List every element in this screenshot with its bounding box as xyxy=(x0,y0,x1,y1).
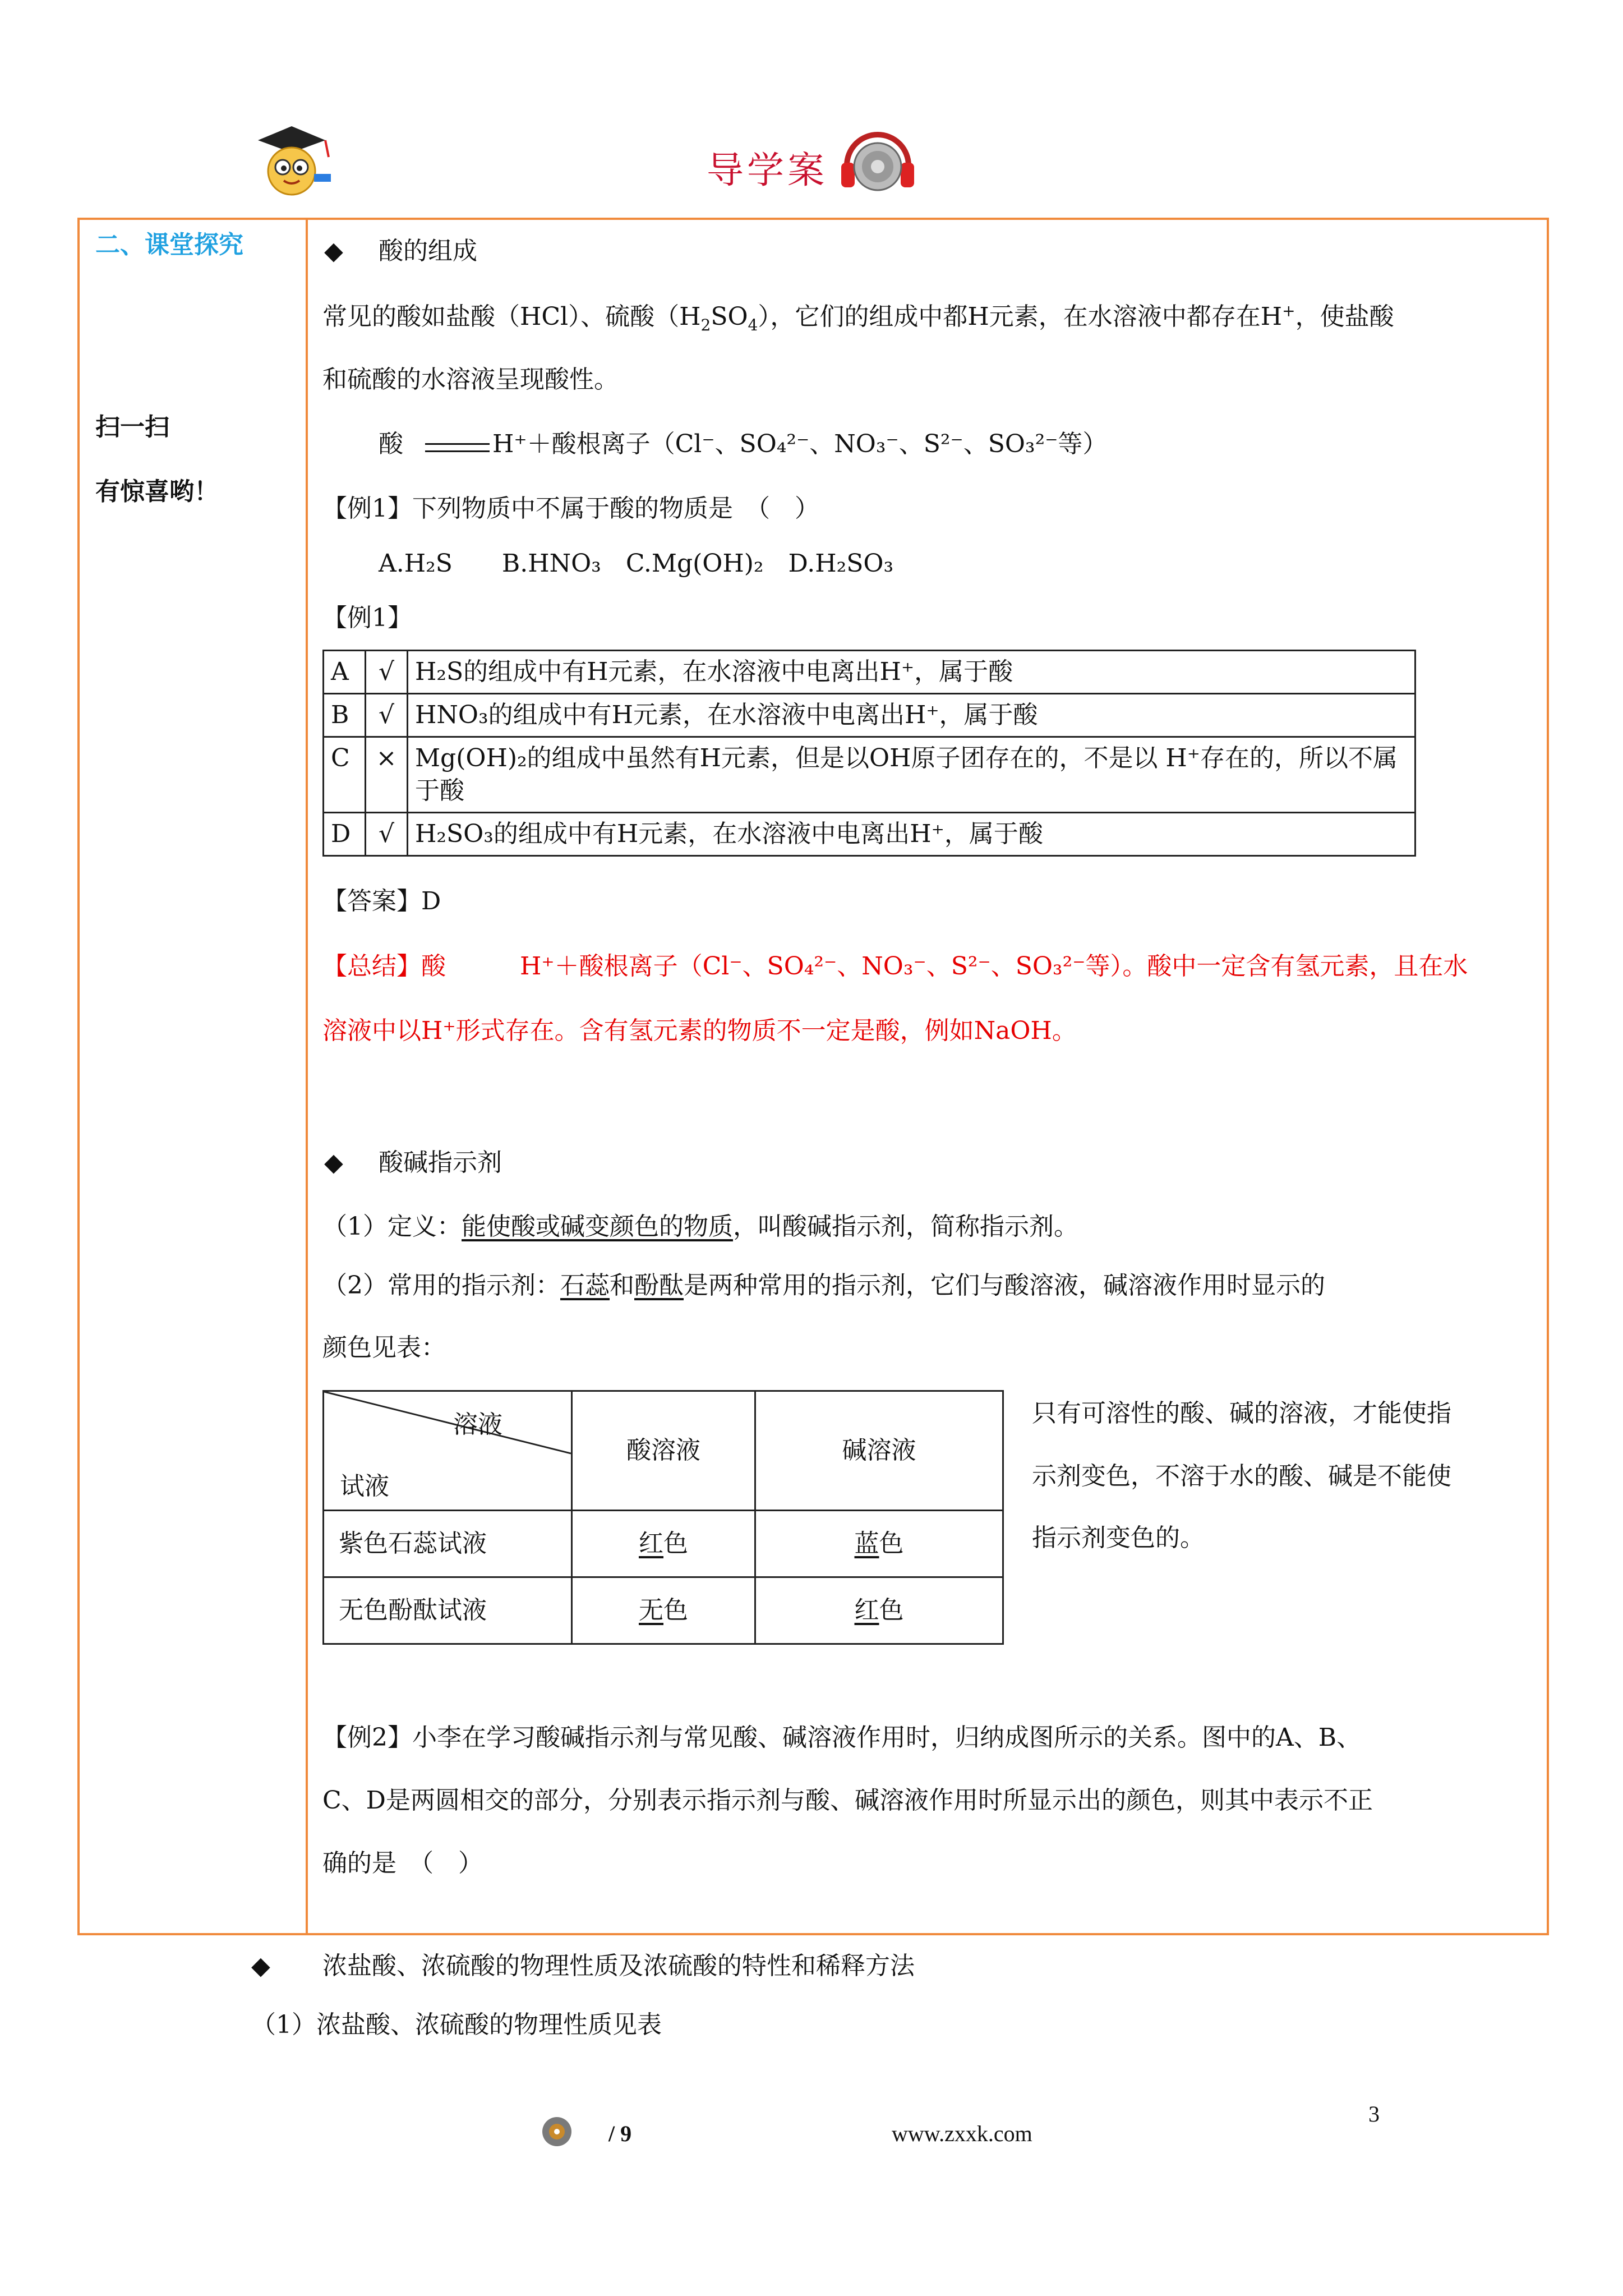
page-number: 3 xyxy=(1368,2101,1380,2127)
summary-line: 【总结】酸 H⁺＋酸根离子（Cl⁻、SO₄²⁻、NO₃⁻、S²⁻、SO₃²⁻等）。酸中一定含有氢元素，且在水 xyxy=(322,952,1468,981)
table-row xyxy=(324,694,1415,737)
row-key: D xyxy=(324,813,366,856)
section-heading: 酸碱指示剂 xyxy=(379,1148,502,1177)
diamond-bullet: ◆ xyxy=(324,237,343,265)
row-mark: √ xyxy=(366,813,408,856)
cell: 红色 xyxy=(755,1577,1003,1644)
paragraph-line: 颜色见表： xyxy=(322,1333,446,1362)
row-key: B xyxy=(324,694,366,737)
footer-site: www.zxxk.com xyxy=(892,2121,1032,2146)
example-options: A.H₂S B.HNO₃ C.Mg(OH)₂ D.H₂SO₃ xyxy=(379,549,894,578)
footer-disc-icon xyxy=(541,2116,573,2147)
example-question: 【例2】小李在学习酸碱指示剂与常见酸、碱溶液作用时，归纳成图所示的关系。图中的A、B、 xyxy=(322,1723,1362,1752)
row-label: 紫色石蕊试液 xyxy=(324,1511,572,1577)
scan-label: 扫一扫 xyxy=(95,413,169,441)
definition-line: （1）定义：能使酸或碱变颜色的物质，叫酸碱指示剂，简称指示剂。 xyxy=(322,1212,1078,1241)
example-question: C、D是两圆相交的部分，分别表示指示剂与酸、碱溶液作用时所显示出的颜色，则其中表示不正 xyxy=(322,1786,1373,1815)
table-row xyxy=(324,1511,1003,1577)
section-heading: 浓盐酸、浓硫酸的物理性质及浓硫酸的特性和稀释方法 xyxy=(322,1952,915,1980)
paragraph-line: 和硫酸的水溶液呈现酸性。 xyxy=(322,365,619,394)
equals-sign xyxy=(425,443,490,452)
diagonal-header: 溶液 试液 xyxy=(324,1391,572,1511)
equation-rhs: H⁺＋酸根离子（Cl⁻、SO₄²⁻、NO₃⁻、S²⁻、SO₃²⁻等） xyxy=(492,430,1108,458)
paragraph-line: 常见的酸如盐酸（HCl）、硫酸$(H_2SO_4)$，它们的组成中都H元素，在水溶液中都存在H+，使盐酸 xyxy=(322,301,1394,334)
header-title: 导学案 xyxy=(707,149,828,192)
cell: 无色 xyxy=(572,1577,755,1644)
row-mark: √ xyxy=(366,651,408,694)
row-mark: × xyxy=(366,737,408,813)
row-text: HNO₃的组成中有H元素，在水溶液中电离出H⁺，属于酸 xyxy=(408,694,1415,737)
mascot-logo xyxy=(247,118,336,208)
summary-line: 溶液中以H⁺形式存在。含有氢元素的物质不一定是酸，例如NaOH。 xyxy=(322,1016,1077,1045)
blank-answer: 酚酞 xyxy=(634,1271,684,1300)
blank-answer: 能使酸或碱变颜色的物质 xyxy=(462,1212,733,1241)
common-indicators-line: （2）常用的指示剂：石蕊和酚酞是两种常用的指示剂，它们与酸溶液，碱溶液作用时显示的 xyxy=(322,1271,1325,1300)
table-row xyxy=(324,737,1415,813)
music-logo xyxy=(836,121,920,205)
table-row xyxy=(324,1577,1003,1644)
answer-line: 【答案】D xyxy=(322,887,441,915)
paragraph-line: （1）浓盐酸、浓硫酸的物理性质见表 xyxy=(251,2010,662,2039)
example-table xyxy=(322,650,1416,857)
table-row xyxy=(324,651,1415,694)
table-row xyxy=(324,813,1415,856)
column-header: 碱溶液 xyxy=(755,1391,1003,1511)
surprise-label: 有惊喜哟！ xyxy=(95,477,219,506)
row-text: H₂SO₃的组成中有H元素，在水溶液中电离出H⁺，属于酸 xyxy=(408,813,1415,856)
blank-answer: 石蕊 xyxy=(560,1271,610,1300)
row-key: C xyxy=(324,737,366,813)
row-text: Mg(OH)₂的组成中虽然有H元素，但是以OH原子团存在的，不是以 H⁺存在的，所以不属于酸 xyxy=(408,737,1415,813)
row-key: A xyxy=(324,651,366,694)
table-row xyxy=(324,1391,1003,1511)
side-note: 示剂变色，不溶于水的酸、碱是不能使 xyxy=(1032,1462,1451,1490)
section-heading: 酸的组成 xyxy=(379,237,477,265)
side-note: 指示剂变色的。 xyxy=(1032,1524,1205,1552)
page-total: / 9 xyxy=(608,2121,632,2146)
diamond-bullet: ◆ xyxy=(324,1148,343,1177)
row-label: 无色酚酞试液 xyxy=(324,1577,572,1644)
row-text: H₂S的组成中有H元素，在水溶液中电离出H⁺，属于酸 xyxy=(408,651,1415,694)
example-question: 确的是 （ ） xyxy=(322,1849,483,1878)
content-frame xyxy=(77,218,1549,1935)
example-question: 【例1】下列物质中不属于酸的物质是 （ ） xyxy=(322,494,819,523)
row-mark: √ xyxy=(366,694,408,737)
cell: 红色 xyxy=(572,1511,755,1577)
example-label: 【例1】 xyxy=(322,604,412,632)
side-note: 只有可溶性的酸、碱的溶液，才能使指 xyxy=(1032,1399,1451,1428)
diamond-bullet: ◆ xyxy=(251,1952,270,1980)
section-label: 二、课堂探究 xyxy=(95,231,243,259)
equation-lhs: 酸 xyxy=(379,430,403,458)
indicator-table xyxy=(322,1390,1004,1645)
cell: 蓝色 xyxy=(755,1511,1003,1577)
column-header: 酸溶液 xyxy=(572,1391,755,1511)
frame-divider xyxy=(306,218,308,1935)
